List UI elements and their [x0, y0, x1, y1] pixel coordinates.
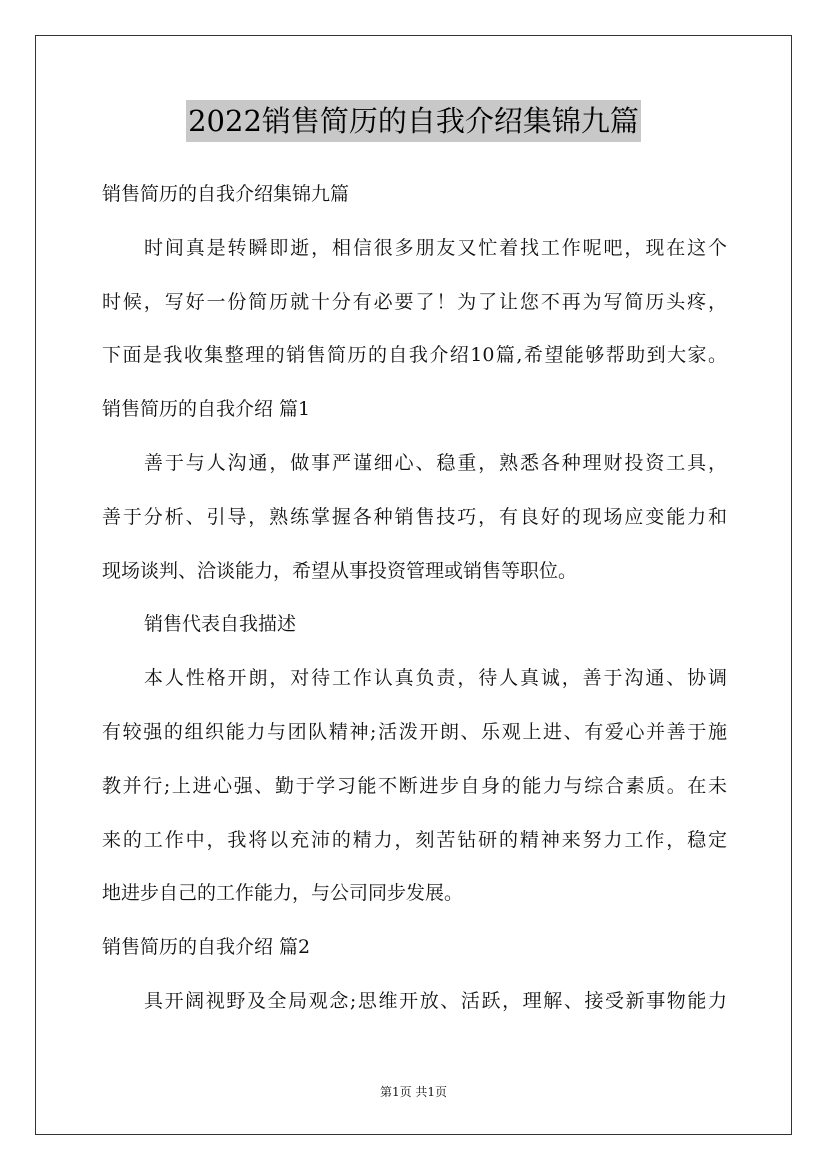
text-line: 销售简历的自我介绍 篇2: [102, 936, 311, 959]
document-body: [102, 168, 727, 1029]
text-line: 时候，写好一份简历就十分有必要了！为了让您不再为写简历头疼，: [102, 290, 727, 313]
text-line: 来的工作中，我将以充沛的精力，刻苦钻研的精神来努力工作，稳定: [102, 828, 727, 851]
text-line: 销售简历的自我介绍集锦九篇: [102, 183, 350, 205]
text-line: 善于与人沟通，做事严谨细心、稳重，熟悉各种理财投资工具，: [144, 451, 727, 474]
text-line: 时间真是转瞬即逝，相信很多朋友又忙着找工作呢吧，现在这个: [144, 236, 727, 259]
text-line: 销售简历的自我介绍 篇1: [102, 398, 311, 421]
text-line: 教并行;上进心强、勤于学习能不断进步自身的能力与综合素质。在未: [102, 774, 727, 797]
text-line: 有较强的组织能力与团队精神;活泼开朗、乐观上进、有爱心并善于施: [102, 720, 727, 743]
text-line: 善于分析、引导，熟练掌握各种销售技巧，有良好的现场应变能力和: [102, 505, 727, 528]
title-container: [0, 100, 827, 142]
text-line: 具开阔视野及全局观念;思维开放、活跃，理解、接受新事物能力: [144, 989, 727, 1012]
text-line: 现场谈判、洽谈能力，希望从事投资管理或销售等职位。: [102, 559, 578, 582]
text-line: 下面是我收集整理的销售简历的自我介绍10篇,希望能够帮助到大家。: [102, 344, 727, 367]
text-line: 地进步自己的工作能力，与公司同步发展。: [102, 882, 464, 905]
text-line: 销售代表自我描述: [144, 613, 297, 636]
document-title: 2022销售简历的自我介绍集锦九篇: [186, 100, 641, 142]
page-footer: 第1页 共1页: [379, 1085, 448, 1099]
text-line: 本人性格开朗，对待工作认真负责，待人真诚，善于沟通、协调: [144, 667, 727, 690]
